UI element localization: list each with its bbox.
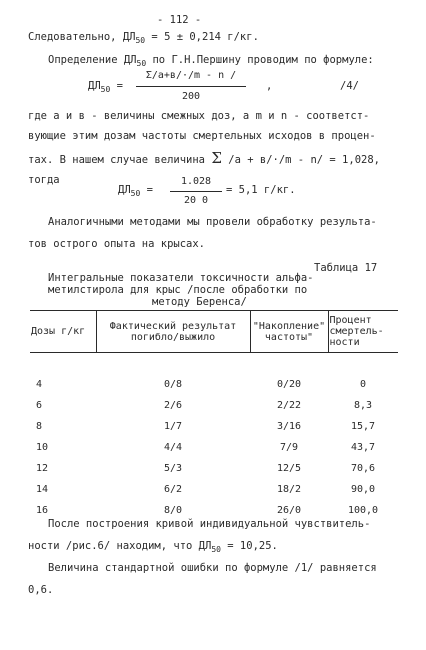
text-line: Определение $ДЛ_{50}$ по Г.Н.Першину проводим по формуле: bbox=[48, 54, 374, 68]
table-cell: 1/7 bbox=[163, 421, 183, 432]
text-line: тов острого опыта на крысах. bbox=[28, 238, 206, 250]
column-header: Процент смертель- ности bbox=[328, 311, 398, 353]
formula-lhs: $ДЛ_{50}$ = bbox=[88, 80, 123, 94]
table-cell: 14 bbox=[36, 484, 49, 495]
table-cell: 5/3 bbox=[163, 463, 183, 474]
table-cell: 2/6 bbox=[163, 400, 183, 411]
text-line: Следовательно, $ДЛ_{50} = 5 \pm 0,214$ г/кг. bbox=[28, 31, 259, 45]
table-cell: 6/2 bbox=[163, 484, 183, 495]
page-number: - 112 - bbox=[157, 14, 202, 26]
fraction-bar bbox=[136, 86, 246, 87]
table-cell: 0/8 bbox=[163, 379, 183, 390]
formula-denominator: 200 bbox=[181, 91, 201, 102]
table-cell: 8,3 bbox=[353, 400, 373, 411]
text-line: тогда bbox=[28, 174, 60, 186]
table-cell: 4 bbox=[36, 379, 43, 390]
table-row bbox=[30, 437, 398, 458]
table-cell: 12 bbox=[36, 463, 49, 474]
table-cell: 7/9 bbox=[279, 442, 299, 453]
formula2-lhs: $ДЛ_{50}$ = bbox=[118, 184, 153, 198]
column-header: Фактический результат погибло/выжило bbox=[96, 311, 250, 353]
text-line: ности /рис.6/ находим, что $ДЛ_{50} = 10,25$. bbox=[28, 540, 278, 554]
formula-number: /4/ bbox=[340, 80, 359, 92]
column-header: "Накопление" частоты" bbox=[250, 311, 328, 353]
table-row bbox=[30, 479, 398, 500]
table-cell: 18/2 bbox=[276, 484, 302, 495]
fraction-bar bbox=[170, 191, 222, 192]
formula-comma: , bbox=[266, 80, 273, 92]
table-cell: 4/4 bbox=[163, 442, 183, 453]
table-cell: 90,0 bbox=[350, 484, 376, 495]
text-line: вующие этим дозам частоты смертельных исходов в процен- bbox=[28, 130, 376, 142]
table-row bbox=[30, 374, 398, 395]
table-title-line: методу Беренса/ bbox=[152, 296, 247, 308]
table-cell: 15,7 bbox=[350, 421, 376, 432]
table-cell: 16 bbox=[36, 505, 49, 516]
table-cell: 12/5 bbox=[276, 463, 302, 474]
formula2-result: = 5,1 г/кг. bbox=[226, 184, 296, 196]
formula2-numerator: 1.028 bbox=[180, 176, 212, 187]
toxicity-table bbox=[30, 310, 398, 521]
text-line: тах. В нашем случае величина Σ /а + в/·/m - n/ = 1,028, bbox=[28, 149, 380, 167]
table-cell: 26/0 bbox=[276, 505, 302, 516]
table-row bbox=[30, 416, 398, 437]
text-line: Аналогичными методами мы провели обработку результа- bbox=[48, 216, 377, 228]
table-cell: 43,7 bbox=[350, 442, 376, 453]
table-cell: 70,6 bbox=[350, 463, 376, 474]
text-line: где а и в - величины смежных доз, а m и n - соответст- bbox=[28, 110, 370, 122]
table-cell: 0 bbox=[359, 379, 367, 390]
table-cell: 3/16 bbox=[276, 421, 302, 432]
formula2-denominator: 20 0 bbox=[183, 195, 209, 206]
table-cell: 6 bbox=[36, 400, 43, 411]
table-row bbox=[30, 458, 398, 479]
table-cell: 2/22 bbox=[276, 400, 302, 411]
text-line: Величина стандартной ошибки по формуле /1/ равняется bbox=[48, 562, 377, 574]
text-line: 0,6. bbox=[28, 584, 54, 596]
table-cell: 10 bbox=[36, 442, 49, 453]
table-body bbox=[30, 353, 398, 522]
formula-numerator: Σ/а+в/·/m - n / bbox=[145, 70, 237, 81]
table-number: Таблица 17 bbox=[314, 262, 378, 274]
table-title-line: Интегральные показатели токсичности альфа- bbox=[48, 272, 314, 284]
table-cell: 0/20 bbox=[276, 379, 302, 390]
column-header: Дозы г/кг bbox=[31, 326, 86, 337]
table-cell: 8/0 bbox=[163, 505, 183, 516]
table-title-line: метилстирола для крыс /после обработки по bbox=[48, 284, 308, 296]
table-cell: 100,0 bbox=[347, 505, 379, 516]
text-line: После построения кривой индивидуальной чувствитель- bbox=[48, 518, 371, 530]
table-cell: 8 bbox=[36, 421, 43, 432]
table-row bbox=[30, 395, 398, 416]
